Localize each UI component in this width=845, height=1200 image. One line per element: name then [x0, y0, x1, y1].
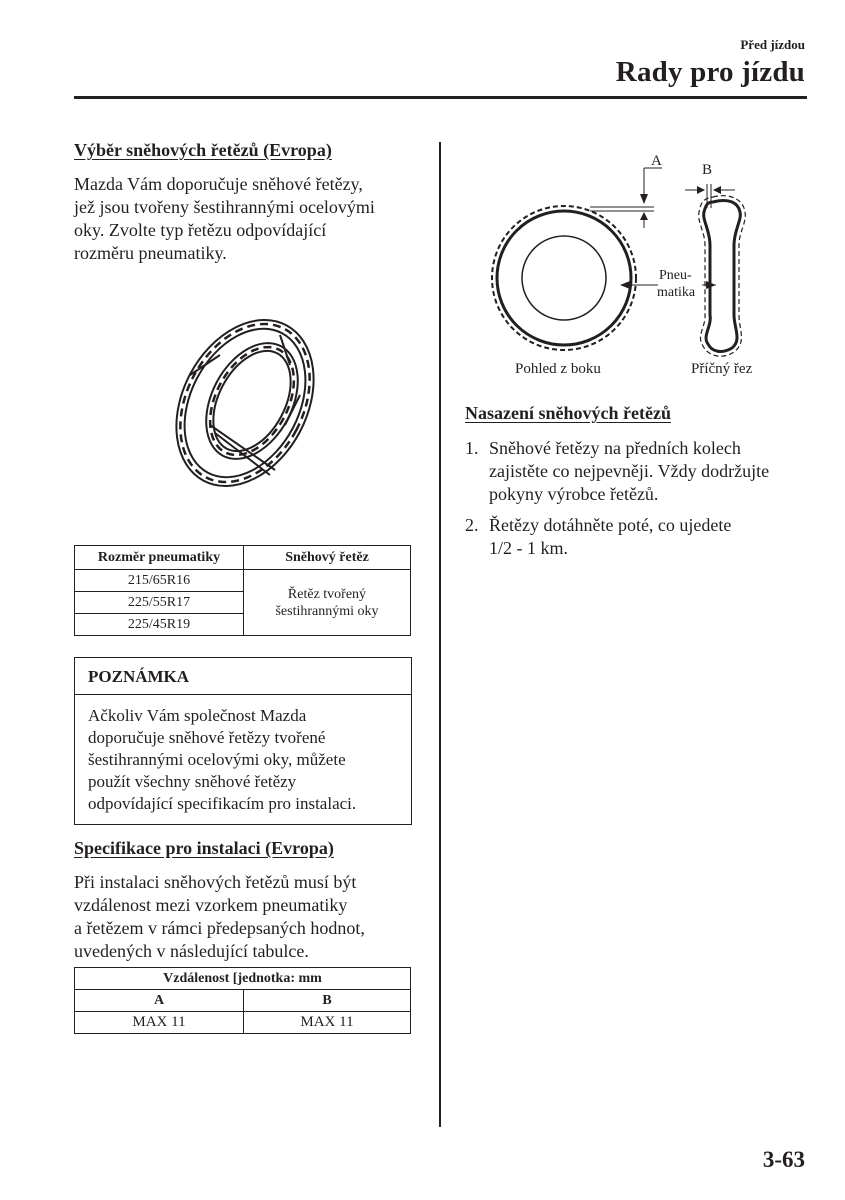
note-body: Ačkoliv Vám společnost Mazda doporučuje sněhové řetězy tvořené šestihrannými ocelovými oky, můžete použít všechny sněhové řetězy odpovídající specifikacím pro instalaci. — [88, 706, 357, 813]
clearance-header-a: A — [75, 990, 244, 1012]
clearance-value-a: MAX 11 — [75, 1012, 244, 1034]
note-title: POZNÁMKA — [75, 658, 411, 695]
tire-label-line1: Pneu- — [659, 268, 692, 283]
column-divider — [439, 142, 441, 1127]
table-cell-tire-size: 215/65R16 — [75, 570, 244, 592]
tire-clearance-diagram — [470, 150, 790, 360]
chain-outer-ring — [150, 305, 340, 505]
snow-chain-illustration — [150, 305, 340, 505]
section-label: Před jízdou — [740, 37, 805, 52]
list-item — [465, 437, 815, 507]
clearance-table — [74, 967, 411, 1034]
side-view-caption: Pohled z boku — [515, 361, 601, 377]
table-cell-tire-size: 225/55R17 — [75, 592, 244, 614]
tire-cross-section — [704, 200, 741, 351]
heading-chain-selection: Výběr sněhových řetězů (Evropa) — [74, 140, 332, 160]
chain-outer-ring-2 — [160, 308, 330, 498]
page-number: 3-63 — [762, 1147, 805, 1172]
dimension-b-label: B — [702, 162, 713, 178]
tire-side-view-outline — [492, 206, 636, 350]
list-item-number: 1. — [465, 438, 479, 458]
table-header-chain: Sněhový řetěz — [244, 546, 411, 570]
chapter-title: Rady pro jízdu — [615, 56, 805, 88]
heading-install-spec: Specifikace pro instalaci (Evropa) — [74, 838, 334, 858]
rim-side-view — [522, 236, 606, 320]
clearance-table-title: Vzdálenost [jednotka: mm — [75, 968, 411, 990]
note-box — [74, 657, 412, 825]
list-item — [465, 514, 815, 562]
table-cell-chain-type: Řetěz tvořený šestihrannými oky — [244, 570, 411, 636]
tire-chain-table — [74, 545, 411, 636]
tire-label-line2: matika — [657, 285, 696, 300]
cross-section-caption: Příčný řez — [691, 361, 753, 377]
list-item-number: 2. — [465, 515, 479, 535]
chain-selection-paragraph: Mazda Vám doporučuje sněhové řetězy, jež jsou tvořeny šestihrannými ocelovými oky. Zvolte typ řetězu odpovídající rozměru pneumatiky. — [74, 174, 375, 263]
table-cell-tire-size: 225/45R19 — [75, 614, 244, 636]
table-header-tire-size: Rozměr pneumatiky — [75, 546, 244, 570]
tire-side-view — [497, 211, 631, 345]
list-item-text: Řetězy dotáhněte poté, co ujedete 1/2 - 1 km. — [489, 515, 732, 558]
list-item-text: Sněhové řetězy na předních kolech zajistěte co nejpevněji. Vždy dodržujte pokyny výrobce řetězů. — [489, 438, 770, 504]
clearance-header-b: B — [244, 990, 411, 1012]
clearance-value-b: MAX 11 — [244, 1012, 411, 1034]
install-spec-paragraph: Při instalaci sněhových řetězů musí být vzdálenost mezi vzorkem pneumatiky a řetězem v rámci předepsaných hodnot, uvedených v následující tabulce. — [74, 872, 365, 961]
heading-chain-fitting: Nasazení sněhových řetězů — [465, 403, 671, 423]
dimension-a-label: A — [651, 153, 662, 169]
header-rule — [74, 96, 807, 99]
